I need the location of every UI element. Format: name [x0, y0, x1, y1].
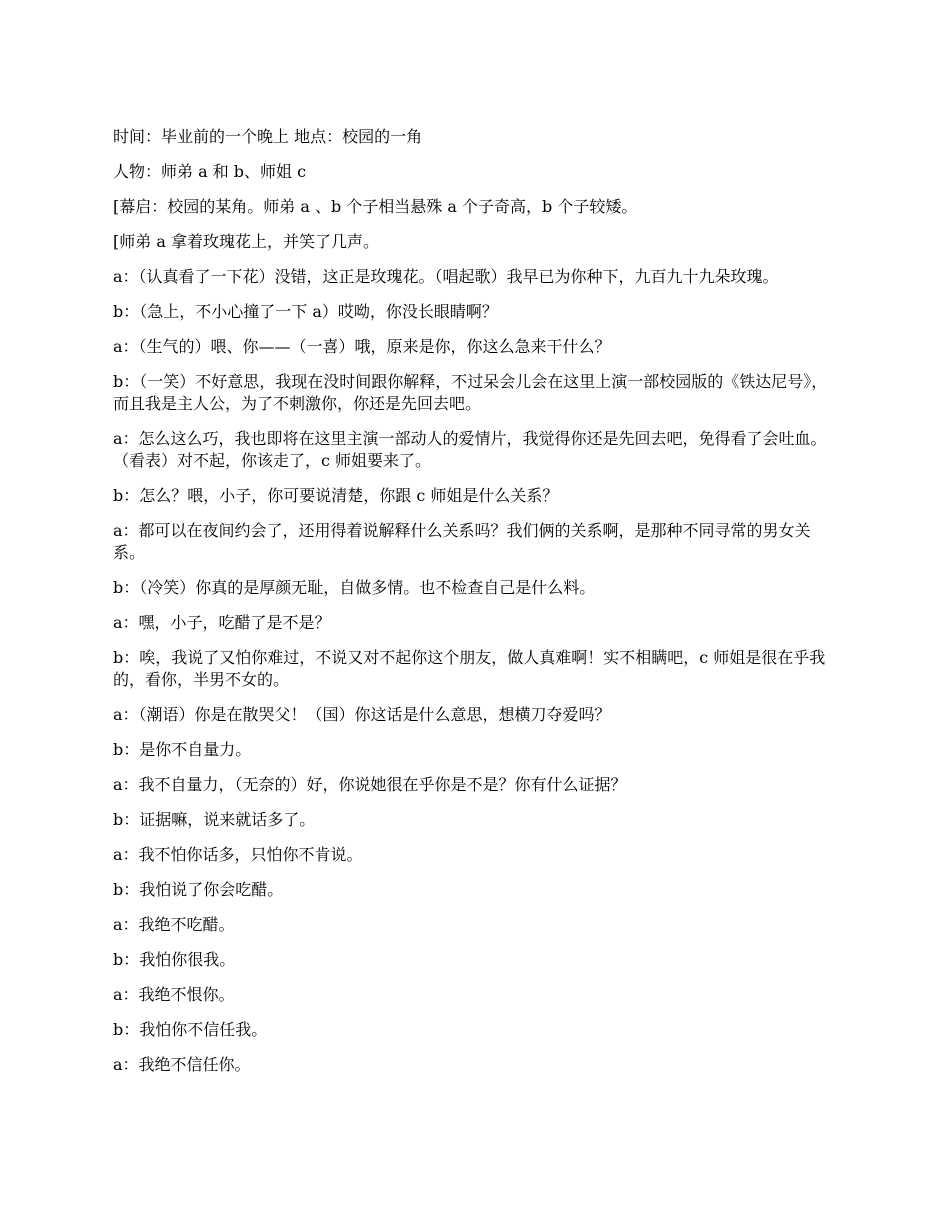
- dialogue-line: a：（潮语）你是在散哭父！（国）你这话是什么意思，想横刀夺爱吗？: [113, 705, 611, 724]
- stage-direction: [师弟 a 拿着玫瑰花上，并笑了几声。: [113, 232, 379, 251]
- stage-direction: [幕启：校园的某角。师弟 a 、b 个子相当悬殊 a 个子奇高，b 个子较矮。: [113, 197, 638, 216]
- script-body: [113, 126, 833, 1089]
- dialogue-line: b：唉，我说了又怕你难过，不说又对不起你这个朋友，做人真难啊！实不相瞒吧，c 师姐是很在乎我的，看你，半男不女的。: [113, 648, 826, 689]
- dialogue-line: b：我怕你很我。: [113, 950, 236, 969]
- dialogue-line: a：我绝不吃醋。: [113, 915, 235, 934]
- scene-info: 时间：毕业前的一个晚上 地点：校园的一角: [113, 127, 423, 146]
- dialogue-line: a：我绝不信任你。: [113, 1055, 251, 1074]
- dialogue-line: a：怎么这么巧，我也即将在这里主演一部动人的爱情片，我觉得你还是先回去吧，免得看了会吐血。（看表）对不起，你该走了，c 师姐要来了。: [113, 429, 827, 470]
- dialogue-line: a：嘿，小子，吃醋了是不是？: [113, 613, 331, 632]
- characters-info: 人物：师弟 a 和 b、师姐 c: [113, 162, 307, 181]
- dialogue-line: a：（认真看了一下花）没错，这正是玫瑰花。（唱起歌）我早已为你种下，九百九十九朵玫瑰。: [113, 267, 779, 286]
- dialogue-line: b：（急上，不小心撞了一下 a）哎呦，你没长眼睛啊？: [113, 302, 498, 321]
- dialogue-line: b：我怕你不信任我。: [113, 1020, 268, 1039]
- dialogue-line: b：怎么？喂，小子，你可要说清楚，你跟 c 师姐是什么关系？: [113, 486, 559, 505]
- dialogue-line: a：我不怕你话多，只怕你不肯说。: [113, 845, 363, 864]
- dialogue-line: b：我怕说了你会吃醋。: [113, 880, 284, 899]
- dialogue-line: b：是你不自量力。: [113, 740, 252, 759]
- dialogue-line: a：都可以在夜间约会了，还用得着说解释什么关系吗？我们俩的关系啊，是那种不同寻常的男女关系。: [113, 521, 811, 562]
- dialogue-line: a：我不自量力，（无奈的）好，你说她很在乎你是不是？你有什么证据？: [113, 775, 627, 794]
- dialogue-line: b：（一笑）不好意思，我现在没时间跟你解释，不过呆会儿会在这里上演一部校园版的《铁达尼号》，而且我是主人公，为了不刺激你，你还是先回去吧。: [113, 372, 828, 413]
- dialogue-line: b：证据嘛，说来就话多了。: [113, 810, 316, 829]
- dialogue-line: a：（生气的）喂、你——（一喜）哦，原来是你，你这么急来干什么？: [113, 337, 611, 356]
- dialogue-line: a：我绝不恨你。: [113, 985, 235, 1004]
- dialogue-line: b：（冷笑）你真的是厚颜无耻，自做多情。也不检查自己是什么料。: [113, 578, 596, 597]
